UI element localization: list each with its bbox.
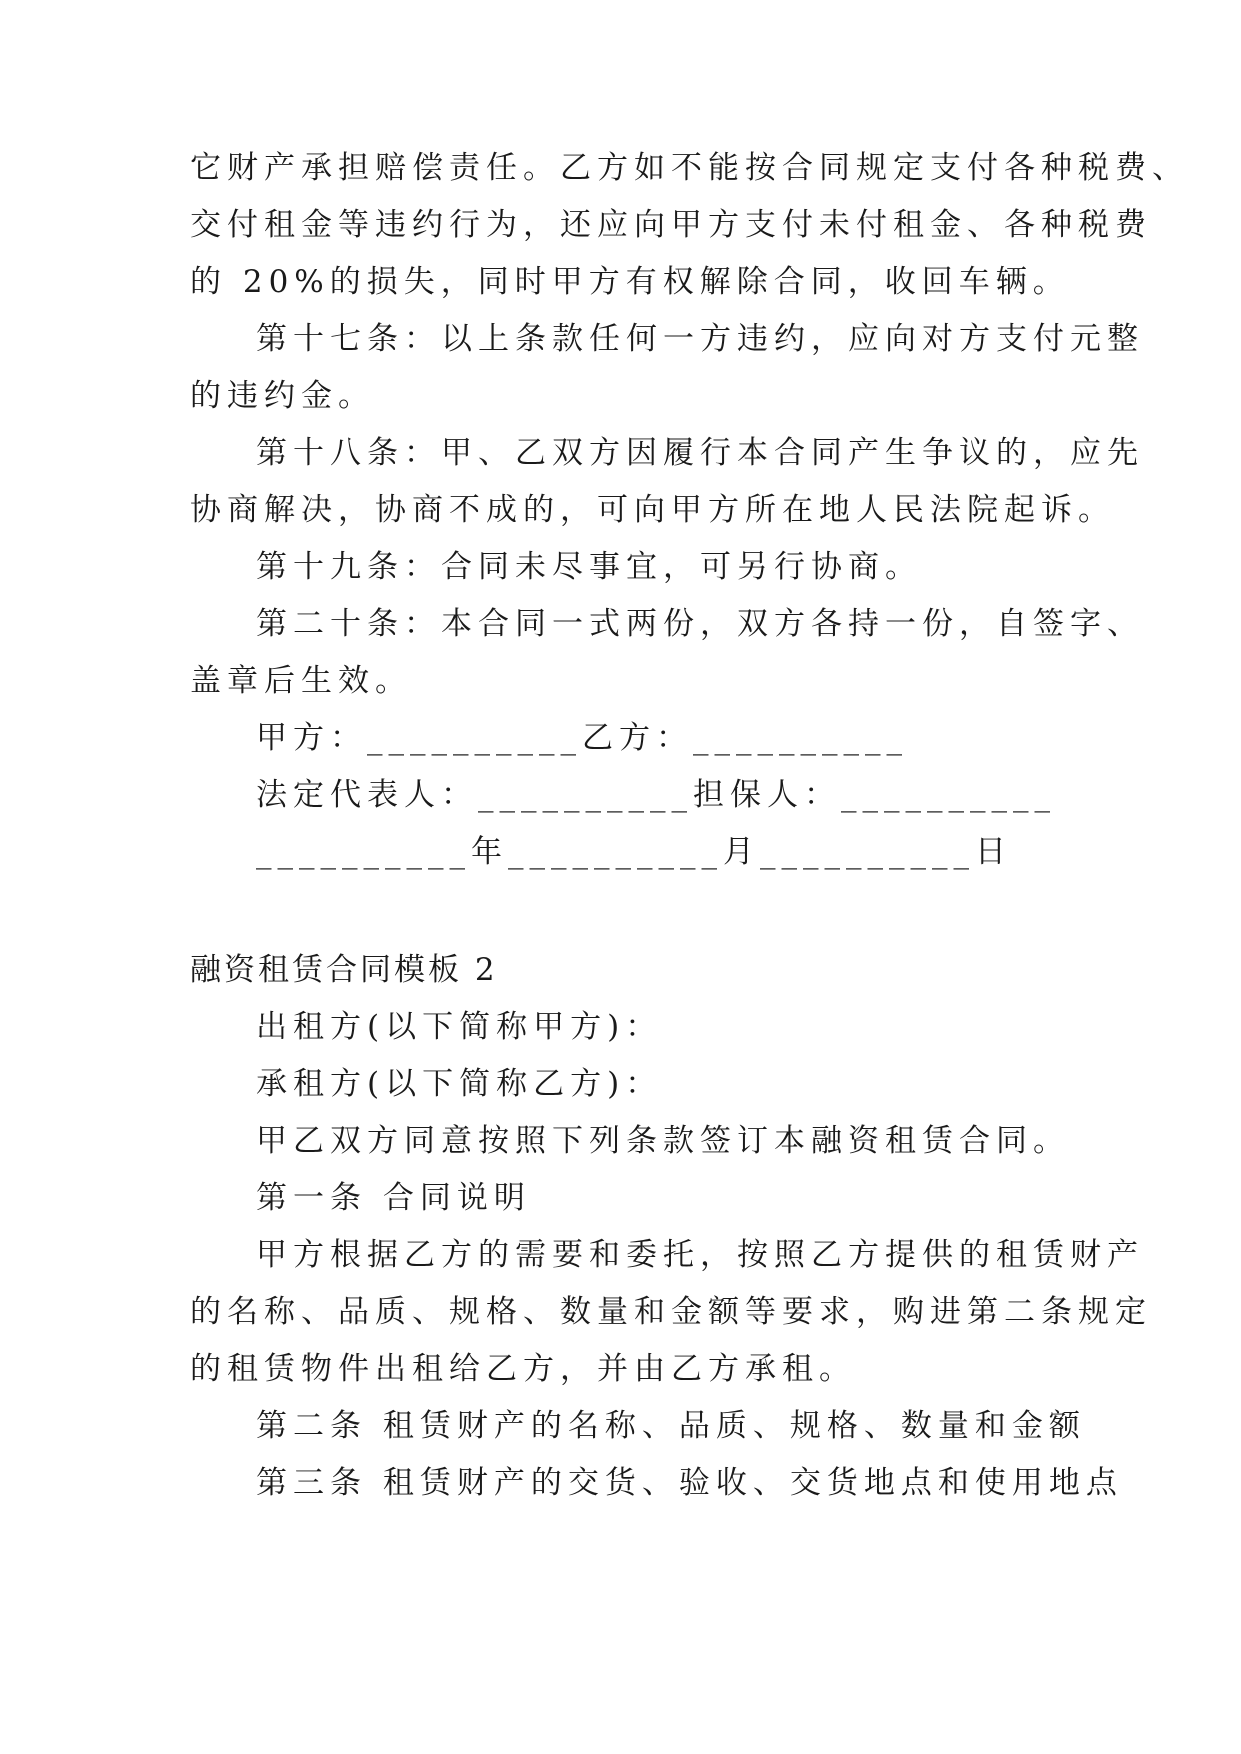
agreement-line: 甲乙双方同意按照下列条款签订本融资租赁合同。 xyxy=(256,1123,1070,1159)
text-line: 的 20%的损失，同时甲方有权解除合同，收回车辆。 xyxy=(190,264,1070,300)
text-line: 的名称、品质、规格、数量和金额等要求，购进第二条规定 xyxy=(190,1294,1152,1330)
signature-date-line: __________年__________月__________日 xyxy=(256,834,1012,870)
lessee-line: 承租方(以下简称乙方)： xyxy=(256,1066,663,1102)
article-19: 第十九条：合同未尽事宜，可另行协商。 xyxy=(256,549,922,585)
text-line: 协商解决，协商不成的，可向甲方所在地人民法院起诉。 xyxy=(190,492,1115,528)
article-2-heading: 第二条 租赁财产的名称、品质、规格、数量和金额 xyxy=(256,1408,1086,1444)
article-3-heading: 第三条 租赁财产的交货、验收、交货地点和使用地点 xyxy=(256,1465,1123,1501)
article-1-heading: 第一条 合同说明 xyxy=(256,1180,531,1216)
section-title: 融资租赁合同模板 2 xyxy=(190,952,498,988)
signature-representative-line: 法定代表人：__________担保人：__________ xyxy=(256,777,1056,813)
article-17: 第十七条：以上条款任何一方违约，应向对方支付元整 xyxy=(256,321,1144,357)
text-line: 的租赁物件出租给乙方，并由乙方承租。 xyxy=(190,1351,856,1387)
lessor-line: 出租方(以下简称甲方)： xyxy=(256,1009,663,1045)
text-line: 甲方根据乙方的需要和委托，按照乙方提供的租赁财产 xyxy=(256,1237,1144,1273)
article-18: 第十八条：甲、乙双方因履行本合同产生争议的，应先 xyxy=(256,435,1144,471)
text-line: 它财产承担赔偿责任。乙方如不能按合同规定支付各种税费、 xyxy=(190,150,1189,186)
text-line: 交付租金等违约行为，还应向甲方支付未付租金、各种税费 xyxy=(190,207,1152,243)
signature-party-line: 甲方：__________乙方：__________ xyxy=(256,720,908,756)
article-20: 第二十条：本合同一式两份，双方各持一份，自签字、 xyxy=(256,606,1144,642)
text-line: 盖章后生效。 xyxy=(190,663,412,699)
text-line: 的违约金。 xyxy=(190,378,375,414)
